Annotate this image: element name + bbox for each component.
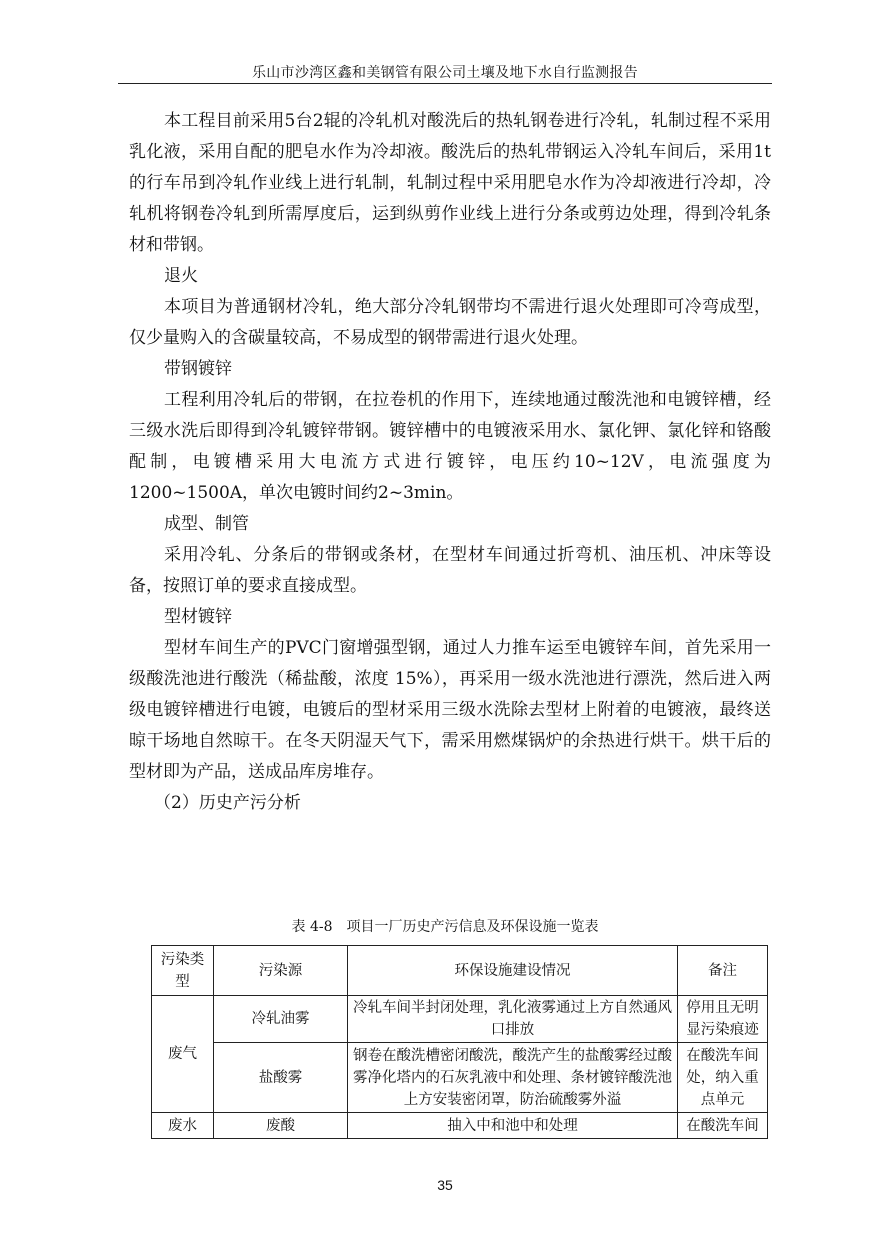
paragraph-profile-galvanizing: 型材车间生产的PVC门窗增强型钢，通过人力推车运至电镀锌车间，首先采用一级酸洗池进行酸洗（稀盐酸，浓度 15%），再采用一级水洗池进行漂洗，然后进入两级电镀锌槽进行电镀，电镀后的型材采用三级水洗除去型材上附着的电镀液，最终送晾干场地自然晾干。在冬天阴湿天气下，需采用燃煤锅炉的余热进行烘干。烘干后的型材即为产品，送成品库房堆存。 xyxy=(129,638,771,782)
cell-env-facility: 钢卷在酸洗槽密闭酸洗，酸洗产生的盐酸雾经过酸雾净化塔内的石灰乳液中和处理、条材镀锌酸洗池上方安装密闭罩，防治硫酸雾外溢 xyxy=(348,1043,678,1113)
cell-pollution-type: 废水 xyxy=(152,1113,214,1139)
document-body xyxy=(129,106,771,819)
header-pollution-source: 污染源 xyxy=(214,946,348,996)
paragraph-annealing: 本项目为普通钢材冷轧，绝大部分冷轧钢带均不需进行退火处理即可冷弯成型，仅少量购入的含碳量较高，不易成型的钢带需进行退火处理。 xyxy=(129,297,771,348)
heading-profile-galvanizing: 型材镀锌 xyxy=(164,607,232,627)
header-remarks: 备注 xyxy=(678,946,768,996)
header-divider xyxy=(118,83,772,84)
cell-pollution-type: 废气 xyxy=(152,996,214,1113)
header-pollution-type: 污染类型 xyxy=(152,946,214,996)
table-header-row xyxy=(152,946,768,996)
heading-forming: 成型、制管 xyxy=(164,514,249,534)
cell-env-facility: 抽入中和池中和处理 xyxy=(348,1113,678,1139)
cell-remarks: 在酸洗车间处，纳入重点单元 xyxy=(678,1043,768,1113)
table-row xyxy=(152,1113,768,1139)
page-header-title: 乐山市沙湾区鑫和美钢管有限公司土壤及地下水自行监测报告 xyxy=(251,65,639,81)
table-row xyxy=(152,1043,768,1113)
cell-env-facility: 冷轧车间半封闭处理，乳化液雾通过上方自然通风口排放 xyxy=(348,996,678,1043)
page-number: 35 xyxy=(437,1177,453,1193)
cell-remarks: 在酸洗车间 xyxy=(678,1113,768,1139)
paragraph-strip-galvanizing: 工程利用冷轧后的带钢，在拉卷机的作用下，连续地通过酸洗池和电镀锌槽，经三级水洗后即得到冷轧镀锌带钢。镀锌槽中的电镀液采用水、氯化钾、氯化锌和铬酸配制，电镀槽采用大电流方式进行镀锌，电压约10~12V，电流强度为1200~1500A，单次电镀时间约2~3min。 xyxy=(129,390,771,503)
paragraph-cold-rolling: 本工程目前采用5台2辊的冷轧机对酸洗后的热轧钢卷进行冷轧，轧制过程不采用乳化液，采用自配的肥皂水作为冷却液。酸洗后的热轧带钢运入冷轧车间后，采用1t的行车吊到冷轧作业线上进行轧制，轧制过程中采用肥皂水作为冷却液进行冷却，冷轧机将钢卷冷轧到所需厚度后，运到纵剪作业线上进行分条或剪边处理，得到冷轧条材和带钢。 xyxy=(129,111,771,255)
table-row xyxy=(152,996,768,1043)
paragraph-forming: 采用冷轧、分条后的带钢或条材，在型材车间通过折弯机、油压机、冲床等设备，按照订单的要求直接成型。 xyxy=(129,545,771,596)
heading-strip-galvanizing: 带钢镀锌 xyxy=(164,359,232,379)
cell-pollution-source: 盐酸雾 xyxy=(214,1043,348,1113)
cell-pollution-source: 冷轧油雾 xyxy=(214,996,348,1043)
pollution-table xyxy=(151,945,768,1139)
table-caption: 表 4-8 项目一厂历史产污信息及环保设施一览表 xyxy=(291,919,599,935)
heading-annealing: 退火 xyxy=(164,266,198,286)
cell-remarks: 停用且无明显污染痕迹 xyxy=(678,996,768,1043)
section-subheading: （2）历史产污分析 xyxy=(154,793,301,813)
header-env-facility: 环保设施建设情况 xyxy=(348,946,678,996)
cell-pollution-source: 废酸 xyxy=(214,1113,348,1139)
